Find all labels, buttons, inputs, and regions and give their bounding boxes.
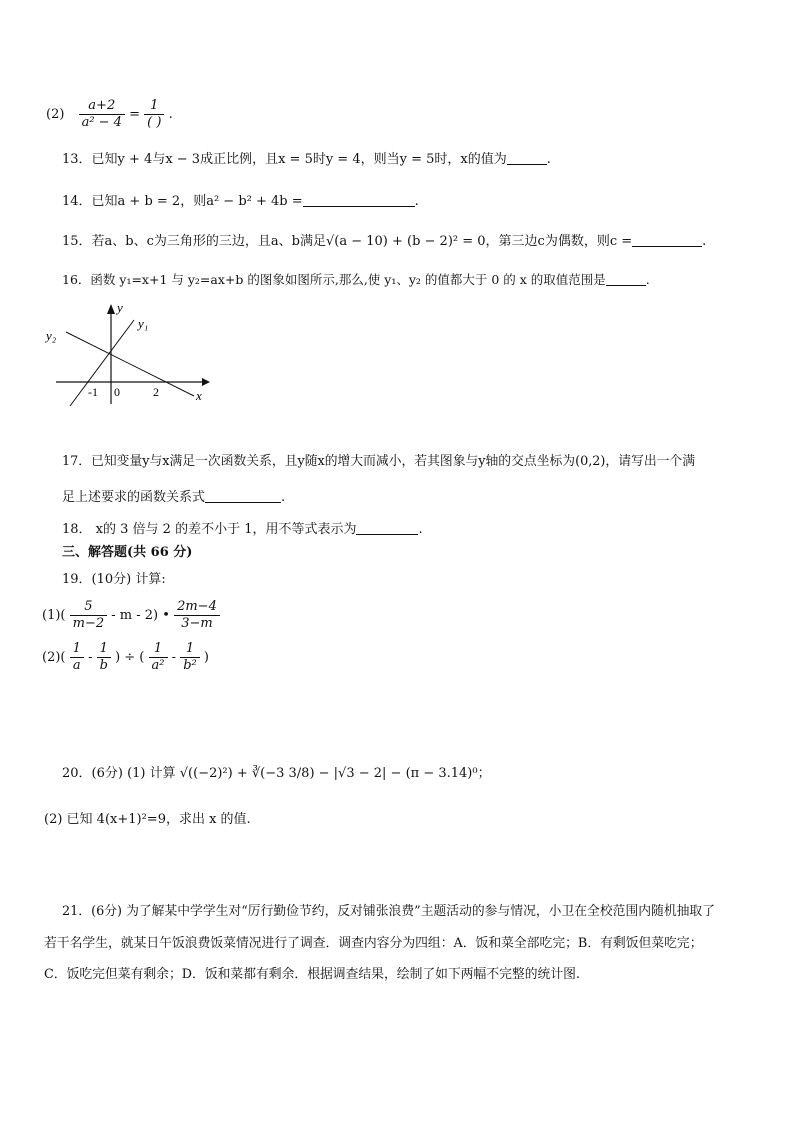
question-17-line1: 17．已知变量y与x满足一次函数关系，且y随x的增大而减小，若其图象与y轴的交点坐标为(0,2)，请写出一个满 <box>62 454 696 469</box>
q12-fraction-left: $\frac{a+2}{\text{a² − 4}}$ <box>79 98 125 131</box>
y-axis-arrow <box>107 304 115 314</box>
question-20-line2: (2) 已知 4(x+1)²=9，求出 x 的值. <box>44 812 251 827</box>
question-21-line3: C．饭吃完但菜有剩余；D．饭和菜都有剩余．根据调查结果，绘制了如下两幅不完整的统计图. <box>44 967 580 982</box>
answer-blank <box>632 232 702 247</box>
question-21-line1: 21．(6分) 为了解某中学学生对“厉行勤俭节约，反对铺张浪费”主题活动的参与情况，小卫在全校范围内随机抽取了 <box>62 904 716 919</box>
function-graph <box>44 300 224 410</box>
x-axis-arrow <box>202 378 210 386</box>
question-18: 18． x的 3 倍与 2 的差不小于 1，用不等式表示为 . <box>62 522 423 537</box>
line-y1 <box>70 320 134 406</box>
q12-part2: (2) $\frac{a+2}{\text{a² − 4}}$ = $\frac{1}{( )}$ . <box>46 98 173 130</box>
answer-blank <box>507 150 547 165</box>
question-19-head: 19．(10分) 计算: <box>62 572 166 587</box>
y1-label: y₁ <box>138 316 149 331</box>
q19-frac-1b: $\frac{1}{b}$ <box>97 641 111 674</box>
question-20-line1: 20．(6分) (1) 计算 √((−2)²) + ∛(−3 3/8) − |√3 − 2| − (π − 3.14)⁰； <box>62 766 491 781</box>
y2-label: y₂ <box>46 328 57 343</box>
tick-0: 0 <box>114 385 120 399</box>
question-17-line2: 足上述要求的函数关系式 . <box>62 490 286 505</box>
q19-frac-5: $\frac{5}{m-2}$ <box>70 599 108 632</box>
question-21-line2: 若干名学生，就某日午饭浪费饭菜情况进行了调查．调查内容分为四组：A．饭和菜全部吃完；B．有剩饭但菜吃完； <box>44 936 703 951</box>
x-axis-label: x <box>196 388 202 403</box>
question-14: 14．已知a + b = 2，则a² − b² + 4b = . <box>62 194 419 209</box>
question-16: 16．函数 y₁=x+1 与 y₂=ax+b 的图象如图所示,那么,使 y₁、y₂ 的值都大于 0 的 x 的取值范围是 . <box>62 272 650 287</box>
q19-frac-1b2: $\frac{1}{\text{b²}}$ <box>180 641 200 674</box>
q19-frac-1a: $\frac{1}{a}$ <box>70 641 84 674</box>
answer-blank <box>356 520 418 535</box>
q12-prefix: (2) <box>46 107 65 122</box>
q19-frac-1a2: $\frac{1}{\text{a²}}$ <box>149 641 168 674</box>
tick-neg1: -1 <box>88 385 98 399</box>
answer-blank <box>205 488 281 503</box>
q19-frac-2m4: $\frac{2m-4}{3-m}$ <box>174 599 220 632</box>
q12-fraction-right: $\frac{1}{( )}$ <box>144 98 164 131</box>
question-15: 15．若a、b、c为三角形的三边，且a、b满足√(a − 10) + (b − 2)² = 0，第三边c为偶数，则c = . <box>62 234 707 249</box>
answer-blank <box>606 271 646 286</box>
section-heading: 三、解答题(共 66 分) <box>62 545 193 560</box>
answer-blank <box>303 192 415 207</box>
question-19-part2: (2)( $\frac{1}{a}$ - $\frac{1}{b}$ ) ÷ ( $\frac{1}{\text{a²}}$ - $\frac{1}{\text{b²}}$ ) <box>42 641 209 673</box>
question-13: 13．已知y + 4与x − 3成正比例，且x = 5时y = 4，则当y = 5时，x的值为 . <box>62 152 551 167</box>
y-axis-label: y <box>117 300 123 315</box>
question-19-part1: (1)( $\frac{5}{m-2}$ - m - 2) • $\frac{2m-4}{3-m}$ <box>42 598 220 634</box>
tick-2: 2 <box>153 385 159 399</box>
